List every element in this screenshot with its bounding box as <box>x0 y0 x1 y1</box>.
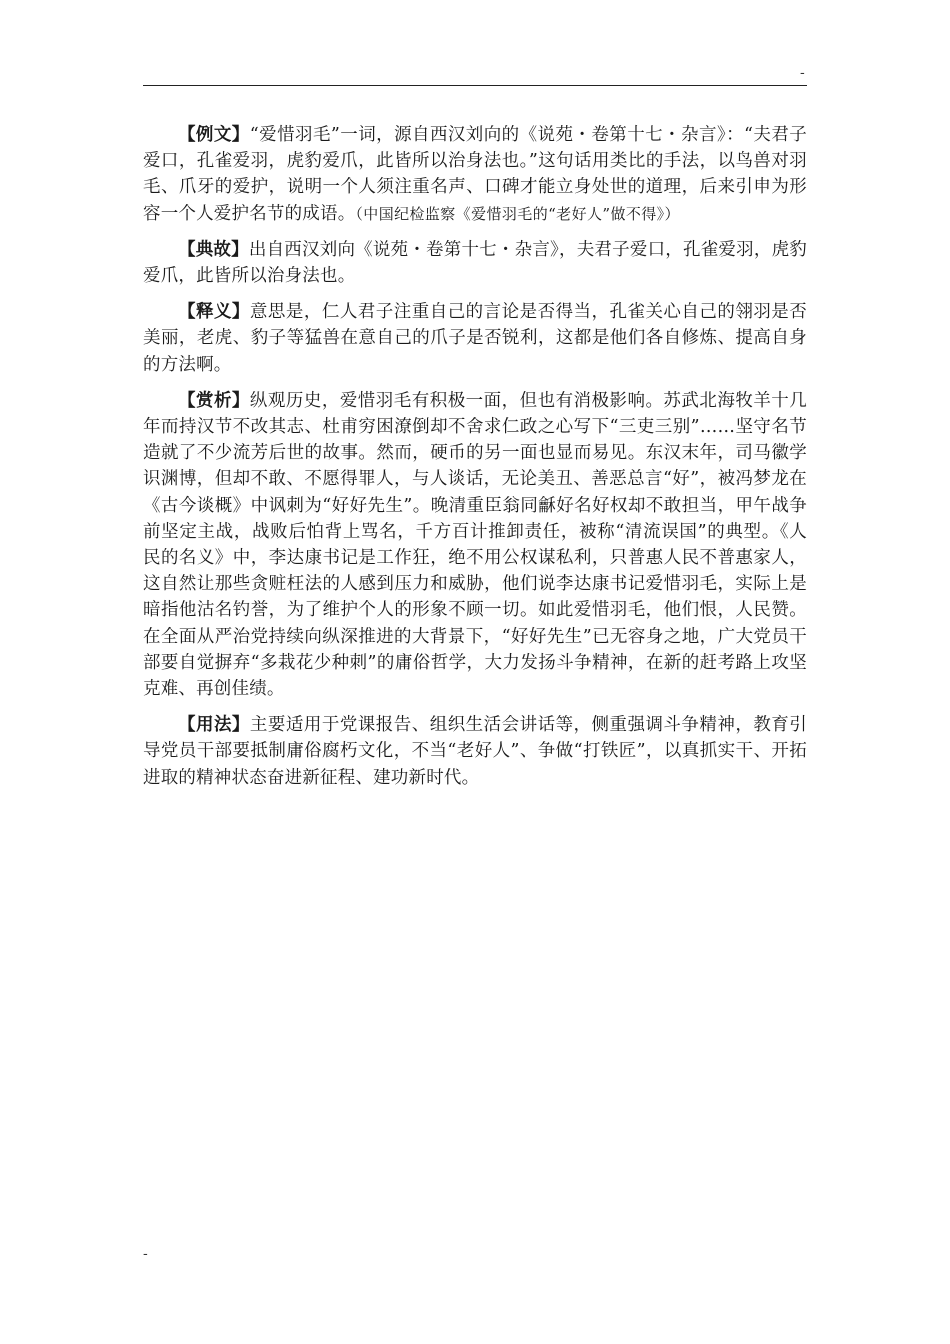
document-body <box>143 122 807 801</box>
paragraph-liwen <box>143 122 807 227</box>
paragraph-label: 【例文】 <box>178 125 250 145</box>
paragraph-text: “爱惜羽毛”一词，源自西汉刘向的《说苑・卷第十七・杂言》：“夫君子爱口，孔雀爱羽，虎豹爱爪，此皆所以治身法也。”这句话用类比的手法，以鸟兽对羽毛、爪牙的爱护，说明一个人须注重名声、口碑才能立身处世的道理，后来引申为形容一个人爱护名节的成语。 <box>143 125 807 224</box>
paragraph-label: 【赏析】 <box>178 390 250 411</box>
paragraph-text: 主要适用于党课报告、组织生活会讲话等，侧重强调斗争精神，教育引导党员干部要抵制庸俗腐朽文化，不当“老好人”、争做“打铁匠”，以真抓实干、开拓进取的精神状态奋进新征程、建功新时代。 <box>143 715 807 788</box>
header-mark: - <box>800 65 805 81</box>
paragraph-shiyi <box>143 299 807 378</box>
header-rule <box>143 85 807 86</box>
paragraph-text: 意思是，仁人君子注重自己的言论是否得当，孔雀关心自己的翎羽是否美丽，老虎、豹子等猛兽在意自己的爪子是否锐利，这都是他们各自修炼、提高自身的方法啊。 <box>143 302 807 375</box>
paragraph-label: 【释义】 <box>178 302 250 323</box>
paragraph-label: 【用法】 <box>178 715 250 736</box>
paragraph-diangu <box>143 237 807 289</box>
paragraph-text: 纵观历史，爱惜羽毛有积极一面，但也有消极影响。苏武北海牧羊十几年而持汉节不改其志、杜甫穷困潦倒却不舍求仁政之心写下“三吏三别”……坚守名节造就了不少流芳后世的故事。然而，硬币的另一面也显而易见。东汉末年，司马徽学识渊博，但却不敢、不愿得罪人，与人谈话，无论美丑、善恶总言“好”，被冯梦龙在《古今谈概》中讽刺为“好好先生”。晚清重臣翁同龢好名好权却不敢担当，甲午战争前坚定主战，战败后怕背上骂名，千方百计推卸责任，被称“清流误国”的典型。《人民的名义》中，李达康书记是工作狂，绝不用公权谋私利，只普惠人民不普惠家人，这自然让那些贪赃枉法的人感到压力和威胁，他们说李达康书记爱惜羽毛，实际上是暗指他沽名钓誉，为了维护个人的形象不顾一切。如此爱惜羽毛，他们恨，人民赞。在全面从严治党持续向纵深推进的大背景下，“好好先生”已无容身之地，广大党员干部要自觉摒弃“多栽花少种刺”的庸俗哲学，大力发扬斗争精神，在新的赶考路上攻坚克难、再创佳绩。 <box>143 390 807 700</box>
paragraph-yongfa <box>143 712 807 791</box>
paragraph-shangxi <box>143 388 807 702</box>
paragraph-text: 出自西汉刘向《说苑・卷第十七・杂言》，夫君子爱口，孔雀爱羽，虎豹爱爪，此皆所以治身法也。 <box>143 239 807 287</box>
footer-mark: - <box>143 1246 148 1262</box>
paragraph-source: （中国纪检监察《爱惜羽毛的“老好人”做不得》） <box>355 204 680 223</box>
paragraph-label: 【典故】 <box>178 239 249 260</box>
